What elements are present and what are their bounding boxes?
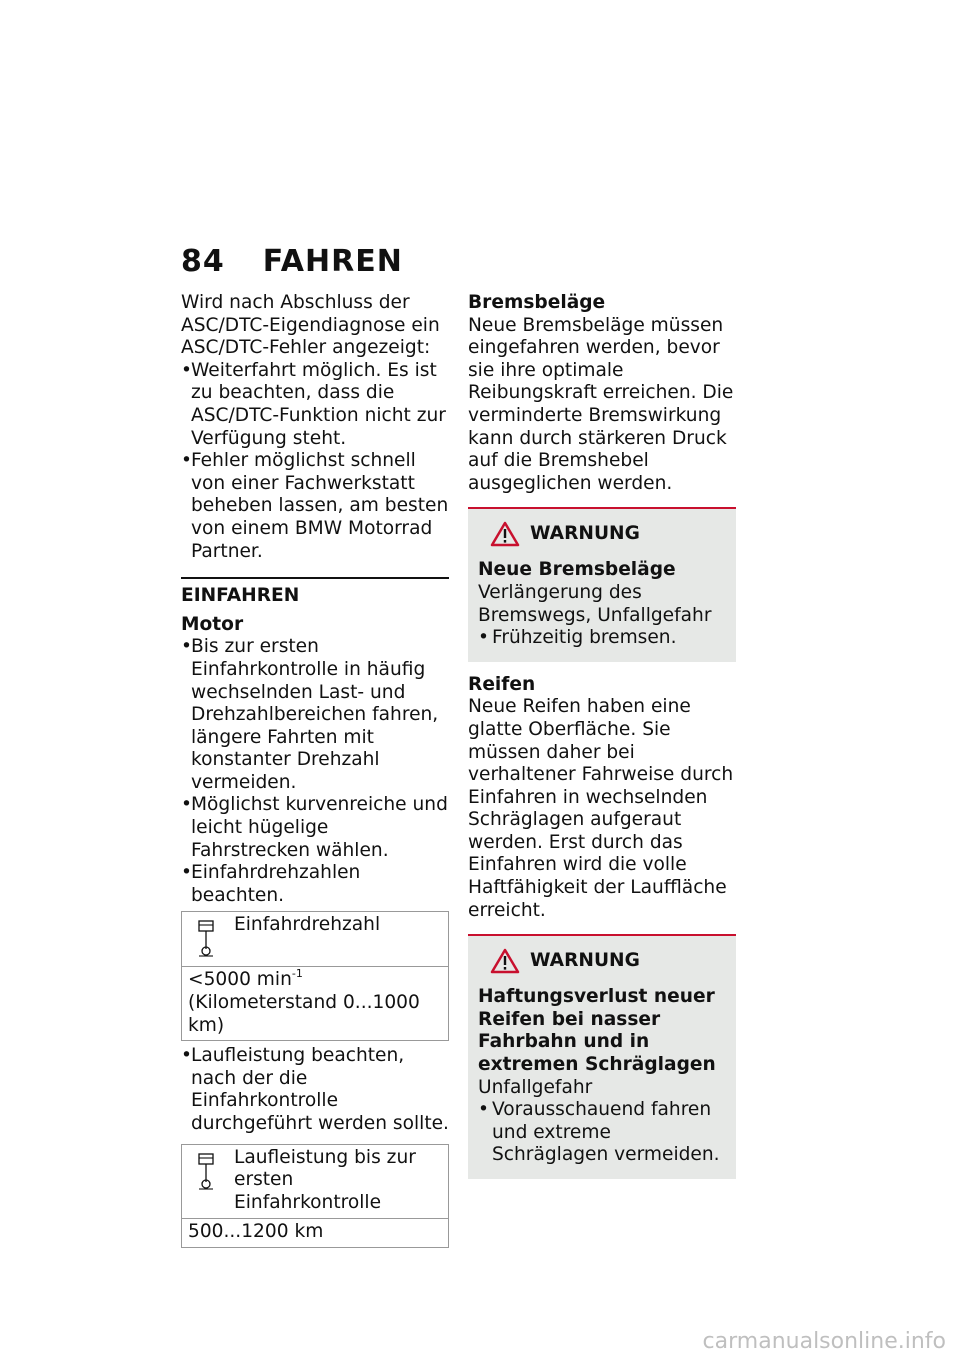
intro-text: Wird nach Abschluss der ASC/DTC-Eigendiagnose ein ASC/DTC-Fehler angezeigt:: [181, 292, 440, 359]
list-item: • Fehler möglichst schnell von einer Fachwerkstatt beheben lassen, am besten von einem BMW Motorrad Partner.: [181, 450, 449, 563]
list-item: • Bis zur ersten Einfahrkontrolle in häufig wechselnden Last- und Drehzahlbereichen fahren, längere Fahrten mit konstanter Drehzahl vermeiden.: [181, 636, 449, 794]
page-header: [181, 244, 403, 279]
warning-triangle-icon: [490, 948, 520, 974]
spec-label: Laufleistung bis zur ersten Einfahrkontrolle: [234, 1146, 416, 1213]
right-column: [468, 292, 736, 1179]
chapter-title: FAHREN: [262, 244, 403, 279]
watermark: carmanualsonline.info: [702, 1329, 946, 1354]
motor-heading: Motor: [181, 613, 244, 635]
warning-text: Verlängerung des Bremswegs, Unfallgefahr: [478, 581, 712, 626]
warning-box-tires: [468, 934, 736, 1179]
list-item: • Frühzeitig bremsen.: [478, 627, 726, 650]
warning-label: WARNUNG: [530, 523, 640, 545]
list-item: • Laufleistung beachten, nach der die Einfahrkontrolle durchgeführt werden sollte.: [181, 1045, 449, 1135]
warning-triangle-icon: [490, 521, 520, 547]
left-column: [181, 292, 449, 1252]
warning-heading: Neue Bremsbeläge: [478, 559, 676, 581]
list-item: • Vorausschauend fahren und extreme Schräglagen vermeiden.: [478, 1099, 726, 1167]
spec-table-mileage: [181, 1144, 449, 1248]
spec-value: <5000 $\min^{-1}$ (Kilometerstand 0...1000 km): [188, 967, 420, 1036]
warning-box-brakes: [468, 507, 736, 661]
tires-heading: Reifen: [468, 673, 536, 695]
spec-label: Einfahrdrehzahl: [234, 914, 381, 936]
page-number: 84: [181, 244, 225, 279]
list-item: • Einfahrdrehzahlen beachten.: [181, 862, 449, 907]
section-title: EINFAHREN: [181, 577, 449, 608]
warning-heading: Haftungsverlust neuer Reifen bei nasser Fahrbahn und in extremen Schräglagen: [478, 986, 716, 1076]
engine-piston-icon: [182, 912, 230, 966]
list-item: • Weiterfahrt möglich. Es ist zu beachten, dass die ASC/DTC-Funktion nicht zur Verfügung steht.: [181, 360, 449, 450]
spec-value: 500...1200 km: [188, 1221, 324, 1243]
warning-label: WARNUNG: [530, 949, 640, 971]
tires-text: Neue Reifen haben eine glatte Oberfläche. Sie müssen daher bei verhaltener Fahrweise durch Einfahren in wechselnden Schräglagen aufgeraut werden. Erst durch das Einfahren wird die volle Haftfähigkeit der Lauffläche erreicht.: [468, 696, 734, 921]
brakes-text: Neue Bremsbeläge müssen eingefahren werden, bevor sie ihre optimale Reibungskraft erreichen. Die verminderte Bremswirkung kann durch stärkeren Druck auf die Bremshebel ausgeglichen werden.: [468, 314, 734, 494]
brakes-heading: Bremsbeläge: [468, 292, 606, 313]
spec-table-rpm: [181, 911, 449, 1041]
list-item: • Möglichst kurvenreiche und leicht hügelige Fahrstrecken wählen.: [181, 794, 449, 862]
warning-text: Unfallgefahr: [478, 1076, 593, 1098]
engine-piston-icon: [182, 1145, 230, 1219]
